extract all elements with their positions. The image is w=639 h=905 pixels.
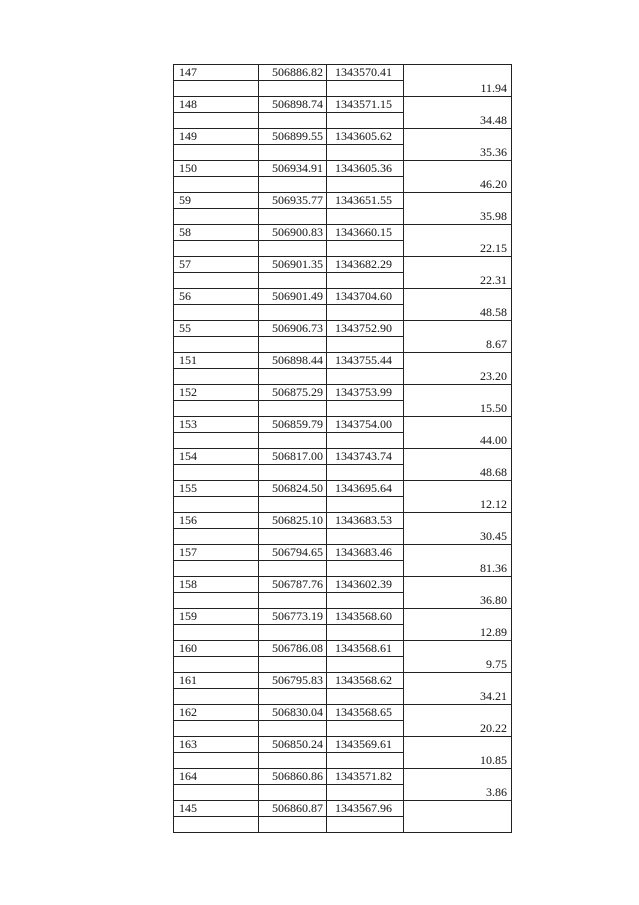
point-id-cell: 147 (174, 65, 259, 81)
empty-cell (259, 113, 327, 129)
empty-cell (259, 81, 327, 97)
empty-cell (327, 209, 404, 225)
table-row (174, 673, 512, 689)
empty-cell (259, 753, 327, 769)
table-row (174, 481, 512, 497)
table-row (174, 465, 512, 481)
table-row (174, 129, 512, 145)
distance-cell: 15.50 (404, 401, 512, 417)
table-row (174, 369, 512, 385)
empty-cell (259, 657, 327, 673)
table-row (174, 417, 512, 433)
empty-cell (174, 593, 259, 609)
distance-cell: 81.36 (404, 561, 512, 577)
empty-cell (327, 689, 404, 705)
table-row (174, 177, 512, 193)
table-row (174, 705, 512, 721)
empty-cell (259, 465, 327, 481)
table-row (174, 801, 512, 817)
empty-cell (259, 817, 327, 833)
y-coordinate-cell: 1343605.36 (327, 161, 404, 177)
distance-cell: 3.86 (404, 785, 512, 801)
x-coordinate-cell: 506886.82 (259, 65, 327, 81)
empty-cell (404, 225, 512, 241)
y-coordinate-cell: 1343754.00 (327, 417, 404, 433)
x-coordinate-cell: 506795.83 (259, 673, 327, 689)
distance-cell: 12.89 (404, 625, 512, 641)
point-id-cell: 150 (174, 161, 259, 177)
empty-cell (259, 689, 327, 705)
x-coordinate-cell: 506787.76 (259, 577, 327, 593)
x-coordinate-cell: 506901.49 (259, 289, 327, 305)
table-row (174, 817, 512, 833)
table-row (174, 241, 512, 257)
empty-cell (327, 561, 404, 577)
empty-cell (259, 721, 327, 737)
x-coordinate-cell: 506773.19 (259, 609, 327, 625)
x-coordinate-cell: 506860.86 (259, 769, 327, 785)
empty-cell (174, 273, 259, 289)
x-coordinate-cell: 506935.77 (259, 193, 327, 209)
y-coordinate-cell: 1343568.60 (327, 609, 404, 625)
empty-cell (404, 193, 512, 209)
point-id-cell: 159 (174, 609, 259, 625)
empty-cell (404, 97, 512, 113)
point-id-cell: 56 (174, 289, 259, 305)
x-coordinate-cell: 506906.73 (259, 321, 327, 337)
empty-cell (174, 721, 259, 737)
distance-cell: 34.48 (404, 113, 512, 129)
table-row (174, 593, 512, 609)
x-coordinate-cell: 506824.50 (259, 481, 327, 497)
empty-cell (259, 273, 327, 289)
empty-cell (327, 529, 404, 545)
empty-cell (327, 785, 404, 801)
empty-cell (259, 305, 327, 321)
point-id-cell: 163 (174, 737, 259, 753)
empty-cell (404, 65, 512, 81)
empty-cell (404, 353, 512, 369)
empty-cell (327, 497, 404, 513)
empty-cell (259, 209, 327, 225)
y-coordinate-cell: 1343682.29 (327, 257, 404, 273)
empty-cell (404, 641, 512, 657)
table-row (174, 113, 512, 129)
distance-cell: 35.98 (404, 209, 512, 225)
table-row (174, 497, 512, 513)
coordinate-table-body (174, 65, 512, 833)
table-row (174, 561, 512, 577)
empty-cell (404, 481, 512, 497)
point-id-cell: 164 (174, 769, 259, 785)
y-coordinate-cell: 1343571.15 (327, 97, 404, 113)
empty-cell (174, 145, 259, 161)
distance-cell: 36.80 (404, 593, 512, 609)
empty-cell (404, 577, 512, 593)
empty-cell (327, 433, 404, 449)
empty-cell (259, 497, 327, 513)
empty-cell (404, 417, 512, 433)
table-row (174, 273, 512, 289)
point-id-cell: 57 (174, 257, 259, 273)
empty-cell (404, 673, 512, 689)
y-coordinate-cell: 1343753.99 (327, 385, 404, 401)
table-row (174, 785, 512, 801)
table-row (174, 257, 512, 273)
x-coordinate-cell: 506850.24 (259, 737, 327, 753)
table-row (174, 337, 512, 353)
table-row (174, 225, 512, 241)
point-id-cell: 158 (174, 577, 259, 593)
y-coordinate-cell: 1343660.15 (327, 225, 404, 241)
empty-cell (174, 369, 259, 385)
x-coordinate-cell: 506817.00 (259, 449, 327, 465)
empty-cell (404, 513, 512, 529)
table-row (174, 609, 512, 625)
distance-cell: 8.67 (404, 337, 512, 353)
empty-cell (259, 145, 327, 161)
empty-cell (404, 769, 512, 785)
y-coordinate-cell: 1343568.65 (327, 705, 404, 721)
empty-cell (259, 433, 327, 449)
point-id-cell: 59 (174, 193, 259, 209)
y-coordinate-cell: 1343743.74 (327, 449, 404, 465)
empty-cell (404, 545, 512, 561)
table-row (174, 577, 512, 593)
point-id-cell: 154 (174, 449, 259, 465)
empty-cell (327, 817, 404, 833)
distance-cell: 48.68 (404, 465, 512, 481)
x-coordinate-cell: 506830.04 (259, 705, 327, 721)
point-id-cell: 152 (174, 385, 259, 401)
distance-cell: 23.20 (404, 369, 512, 385)
empty-cell (327, 369, 404, 385)
empty-cell (174, 465, 259, 481)
table-row (174, 81, 512, 97)
distance-cell (404, 817, 512, 833)
distance-cell: 22.31 (404, 273, 512, 289)
empty-cell (327, 465, 404, 481)
point-id-cell: 153 (174, 417, 259, 433)
empty-cell (404, 321, 512, 337)
distance-cell: 22.15 (404, 241, 512, 257)
empty-cell (327, 657, 404, 673)
table-row (174, 321, 512, 337)
empty-cell (327, 401, 404, 417)
empty-cell (259, 369, 327, 385)
x-coordinate-cell: 506900.83 (259, 225, 327, 241)
empty-cell (174, 81, 259, 97)
point-id-cell: 155 (174, 481, 259, 497)
table-row (174, 529, 512, 545)
empty-cell (327, 593, 404, 609)
empty-cell (174, 401, 259, 417)
empty-cell (259, 401, 327, 417)
empty-cell (259, 625, 327, 641)
distance-cell: 48.58 (404, 305, 512, 321)
point-id-cell: 58 (174, 225, 259, 241)
distance-cell: 35.36 (404, 145, 512, 161)
table-row (174, 433, 512, 449)
table-row (174, 513, 512, 529)
empty-cell (174, 305, 259, 321)
empty-cell (327, 305, 404, 321)
table-row (174, 65, 512, 81)
table-row (174, 289, 512, 305)
empty-cell (259, 561, 327, 577)
x-coordinate-cell: 506786.08 (259, 641, 327, 657)
table-row (174, 161, 512, 177)
distance-cell: 44.00 (404, 433, 512, 449)
empty-cell (404, 257, 512, 273)
empty-cell (327, 81, 404, 97)
table-row (174, 193, 512, 209)
distance-cell: 12.12 (404, 497, 512, 513)
empty-cell (259, 177, 327, 193)
x-coordinate-cell: 506859.79 (259, 417, 327, 433)
table-row (174, 625, 512, 641)
empty-cell (404, 385, 512, 401)
empty-cell (404, 609, 512, 625)
empty-cell (327, 241, 404, 257)
point-id-cell: 160 (174, 641, 259, 657)
point-id-cell: 55 (174, 321, 259, 337)
empty-cell (404, 161, 512, 177)
empty-cell (174, 241, 259, 257)
empty-cell (259, 337, 327, 353)
x-coordinate-cell: 506898.74 (259, 97, 327, 113)
point-id-cell: 148 (174, 97, 259, 113)
y-coordinate-cell: 1343683.46 (327, 545, 404, 561)
y-coordinate-cell: 1343569.61 (327, 737, 404, 753)
distance-cell: 30.45 (404, 529, 512, 545)
y-coordinate-cell: 1343568.61 (327, 641, 404, 657)
y-coordinate-cell: 1343651.55 (327, 193, 404, 209)
distance-cell: 11.94 (404, 81, 512, 97)
table-row (174, 353, 512, 369)
y-coordinate-cell: 1343571.82 (327, 769, 404, 785)
table-row (174, 385, 512, 401)
empty-cell (174, 497, 259, 513)
x-coordinate-cell: 506794.65 (259, 545, 327, 561)
x-coordinate-cell: 506934.91 (259, 161, 327, 177)
y-coordinate-cell: 1343695.64 (327, 481, 404, 497)
table-row (174, 657, 512, 673)
empty-cell (327, 337, 404, 353)
x-coordinate-cell: 506901.35 (259, 257, 327, 273)
table-row (174, 145, 512, 161)
table-row (174, 737, 512, 753)
empty-cell (174, 529, 259, 545)
empty-cell (174, 753, 259, 769)
y-coordinate-cell: 1343570.41 (327, 65, 404, 81)
empty-cell (259, 241, 327, 257)
empty-cell (404, 129, 512, 145)
empty-cell (327, 177, 404, 193)
x-coordinate-cell: 506860.87 (259, 801, 327, 817)
coordinate-table (173, 64, 512, 833)
table-row (174, 209, 512, 225)
point-id-cell: 162 (174, 705, 259, 721)
empty-cell (259, 529, 327, 545)
empty-cell (174, 657, 259, 673)
empty-cell (404, 737, 512, 753)
empty-cell (174, 209, 259, 225)
table-row (174, 401, 512, 417)
point-id-cell: 157 (174, 545, 259, 561)
empty-cell (174, 625, 259, 641)
empty-cell (327, 113, 404, 129)
table-row (174, 545, 512, 561)
empty-cell (174, 785, 259, 801)
table-row (174, 305, 512, 321)
table-row (174, 449, 512, 465)
empty-cell (327, 273, 404, 289)
x-coordinate-cell: 506825.10 (259, 513, 327, 529)
empty-cell (259, 593, 327, 609)
empty-cell (327, 625, 404, 641)
point-id-cell: 156 (174, 513, 259, 529)
y-coordinate-cell: 1343683.53 (327, 513, 404, 529)
empty-cell (174, 689, 259, 705)
table-row (174, 689, 512, 705)
table-row (174, 641, 512, 657)
empty-cell (174, 817, 259, 833)
table-row (174, 753, 512, 769)
empty-cell (404, 705, 512, 721)
y-coordinate-cell: 1343567.96 (327, 801, 404, 817)
distance-cell: 34.21 (404, 689, 512, 705)
distance-cell: 10.85 (404, 753, 512, 769)
table-row (174, 769, 512, 785)
empty-cell (404, 801, 512, 817)
point-id-cell: 145 (174, 801, 259, 817)
empty-cell (174, 177, 259, 193)
table-row (174, 97, 512, 113)
empty-cell (404, 449, 512, 465)
point-id-cell: 161 (174, 673, 259, 689)
y-coordinate-cell: 1343568.62 (327, 673, 404, 689)
x-coordinate-cell: 506899.55 (259, 129, 327, 145)
empty-cell (174, 433, 259, 449)
x-coordinate-cell: 506898.44 (259, 353, 327, 369)
y-coordinate-cell: 1343755.44 (327, 353, 404, 369)
distance-cell: 9.75 (404, 657, 512, 673)
empty-cell (327, 721, 404, 737)
empty-cell (404, 289, 512, 305)
empty-cell (327, 145, 404, 161)
y-coordinate-cell: 1343605.62 (327, 129, 404, 145)
empty-cell (174, 561, 259, 577)
distance-cell: 46.20 (404, 177, 512, 193)
x-coordinate-cell: 506875.29 (259, 385, 327, 401)
empty-cell (174, 337, 259, 353)
empty-cell (174, 113, 259, 129)
point-id-cell: 151 (174, 353, 259, 369)
empty-cell (327, 753, 404, 769)
distance-cell: 20.22 (404, 721, 512, 737)
y-coordinate-cell: 1343704.60 (327, 289, 404, 305)
y-coordinate-cell: 1343752.90 (327, 321, 404, 337)
empty-cell (259, 785, 327, 801)
table-row (174, 721, 512, 737)
point-id-cell: 149 (174, 129, 259, 145)
y-coordinate-cell: 1343602.39 (327, 577, 404, 593)
